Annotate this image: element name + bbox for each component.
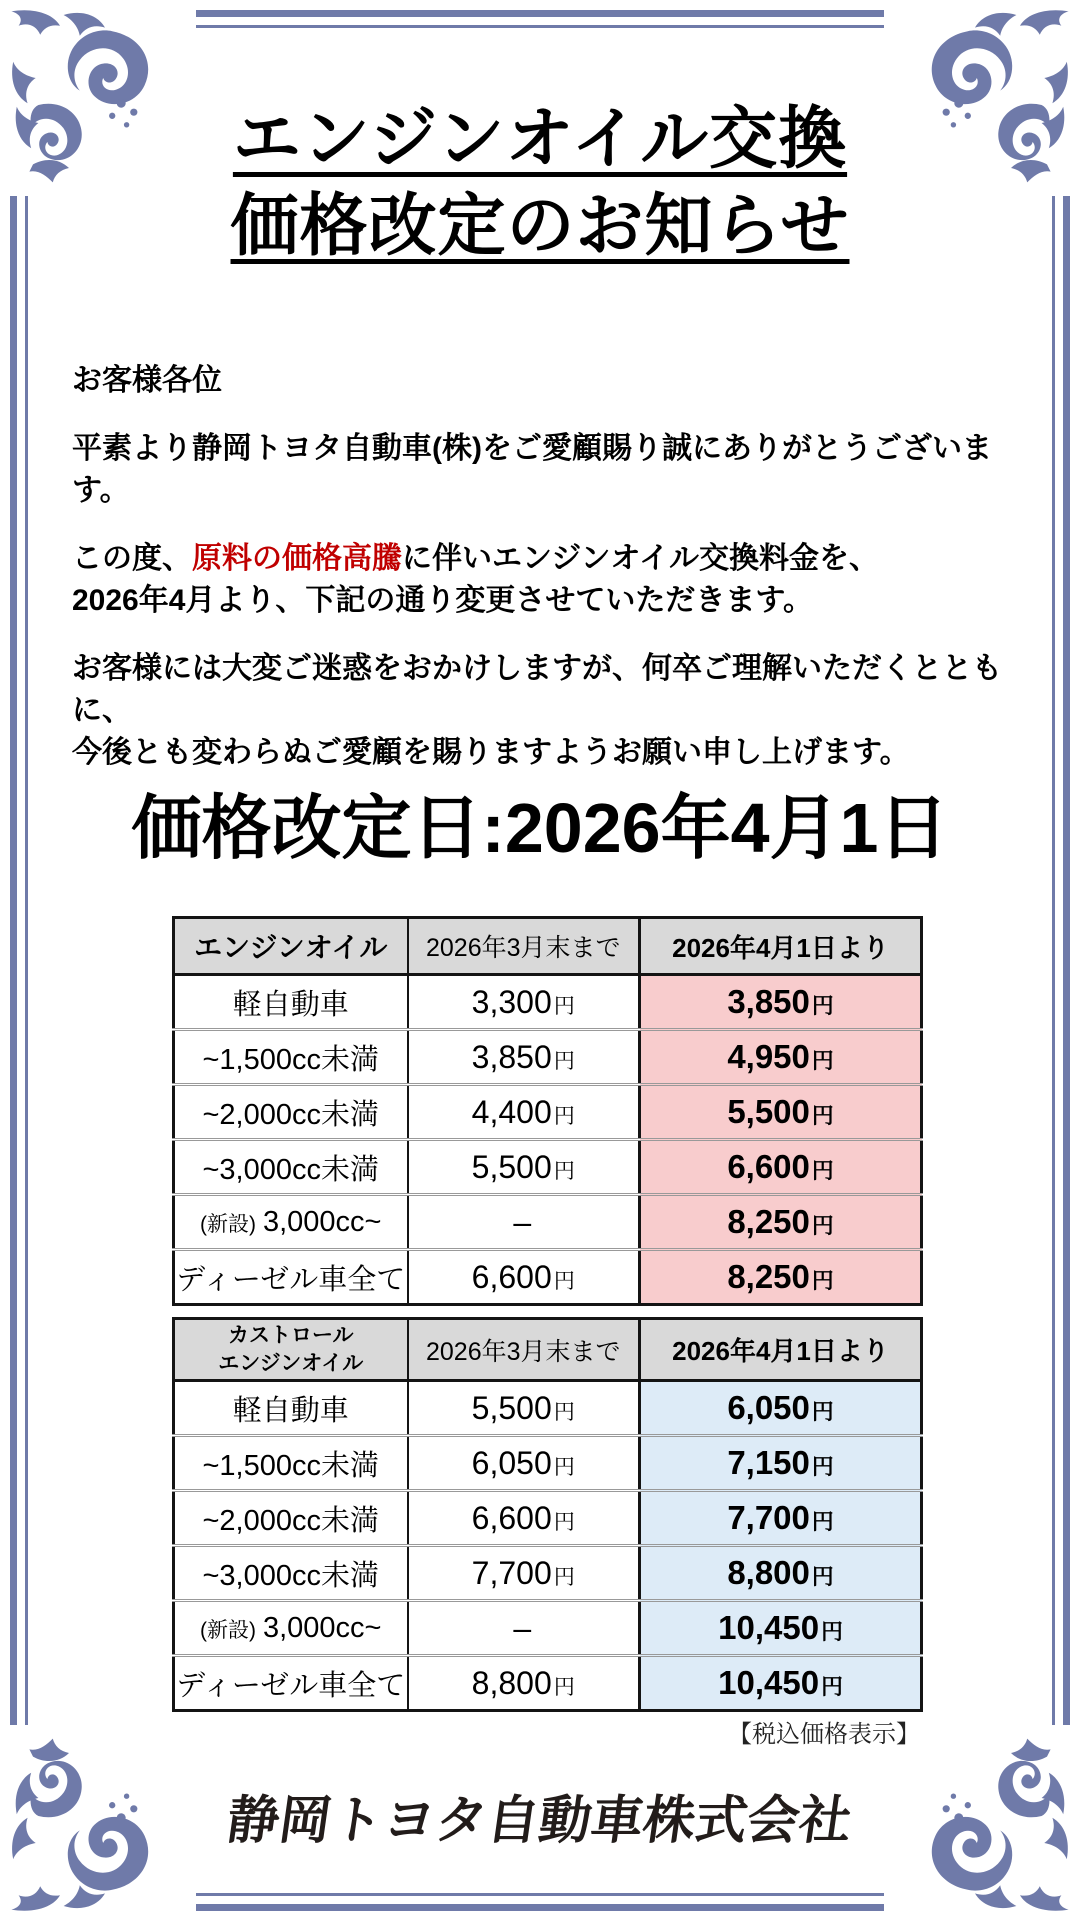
old-price-column-header: 2026年3月末まで <box>408 1319 640 1381</box>
price-unit: 円 <box>553 994 575 1018</box>
revision-date-heading: 価格改定日:2026年4月1日 <box>131 789 949 867</box>
row-label-prefix: (新設) <box>199 1618 256 1642</box>
price-unit: 円 <box>553 1510 575 1534</box>
table-header-row <box>174 1319 922 1381</box>
old-price: 3,300 <box>471 983 552 1020</box>
old-price: 8,800 <box>471 1664 552 1701</box>
table-row <box>174 1381 922 1436</box>
old-price: 6,050 <box>471 1444 552 1481</box>
table-row <box>174 975 922 1030</box>
price-unit: 円 <box>553 1400 575 1424</box>
price-unit: 円 <box>821 1674 843 1699</box>
table-row <box>174 1601 922 1656</box>
table-title-cell: カストロール エンジンオイル <box>174 1319 408 1381</box>
new-price: 8,800 <box>727 1554 810 1591</box>
price-unit: 円 <box>811 1048 834 1073</box>
old-price: 4,400 <box>471 1093 552 1130</box>
row-label: ~3,000cc未満 <box>202 1559 379 1592</box>
price-unit: 円 <box>811 1564 834 1589</box>
title-line-2: 価格改定のお知らせ <box>230 188 850 265</box>
new-price: 8,250 <box>727 1203 810 1240</box>
table-row <box>174 1546 922 1601</box>
old-price: 6,600 <box>471 1499 552 1536</box>
row-label: ディーゼル車全て <box>176 1263 406 1296</box>
paragraph-reason: この度、原料の価格高騰に伴いエンジンオイル交換料金を、 2026年4月より、下記の通り変更させていただきます。 <box>72 542 879 617</box>
new-price: 7,150 <box>727 1444 810 1481</box>
table-row <box>174 1030 922 1085</box>
price-unit: 円 <box>553 1159 575 1183</box>
row-label: ディーゼル車全て <box>176 1669 406 1702</box>
table-row <box>174 1250 922 1305</box>
price-unit: 円 <box>811 1158 834 1183</box>
price-unit: 円 <box>811 1509 834 1534</box>
engine-oil-price-table <box>172 916 923 1306</box>
new-price: 7,700 <box>727 1499 810 1536</box>
price-unit: 円 <box>811 1213 834 1238</box>
row-label: 軽自動車 <box>232 988 349 1021</box>
new-price: 3,850 <box>727 983 810 1020</box>
old-price: 7,700 <box>471 1554 552 1591</box>
company-name: 静岡トヨタ自動車株式会社 <box>223 1792 856 1850</box>
tax-included-note: 【税込価格表示】 <box>728 1721 920 1748</box>
table-title-cell: エンジンオイル <box>174 918 408 975</box>
new-price: 6,050 <box>727 1389 810 1426</box>
price-unit: 円 <box>811 1399 834 1424</box>
old-price-column-header: 2026年3月末まで <box>408 918 640 975</box>
paragraph-apology: お客様には大変ご迷惑をおかけしますが、何卒ご理解いただくとともに、 今後とも変わらぬご愛顧を賜りますようお願い申し上げます。 <box>72 652 1002 769</box>
new-price-column-header: 2026年4月1日より <box>640 1319 922 1381</box>
row-label: ~2,000cc未満 <box>202 1504 379 1537</box>
table-row <box>174 1436 922 1491</box>
old-price: 5,500 <box>471 1389 552 1426</box>
table-row <box>174 1195 922 1250</box>
new-price-column-header: 2026年4月1日より <box>640 918 922 975</box>
table-row <box>174 1656 922 1711</box>
row-label: 3,000cc~ <box>262 1611 382 1644</box>
body-text <box>72 360 1034 800</box>
old-price: 5,500 <box>471 1148 552 1185</box>
price-unit: 円 <box>553 1565 575 1589</box>
old-price: – <box>513 1609 532 1646</box>
castrol-oil-price-table <box>172 1317 923 1712</box>
paragraph-thanks: 平素より静岡トヨタ自動車(株)をご愛顧賜り誠にありがとうございます。 <box>72 432 992 507</box>
price-unit: 円 <box>811 1454 834 1479</box>
table-header-row <box>174 918 922 975</box>
row-label-prefix: (新設) <box>199 1212 256 1236</box>
price-unit: 円 <box>821 1619 843 1644</box>
title-line-1: エンジンオイル交換 <box>232 101 848 177</box>
price-unit: 円 <box>553 1269 575 1293</box>
page-title <box>0 96 1080 270</box>
price-unit: 円 <box>811 993 834 1018</box>
table-row <box>174 1085 922 1140</box>
price-unit: 円 <box>553 1675 575 1699</box>
row-label: ~3,000cc未満 <box>202 1153 379 1186</box>
row-label: 軽自動車 <box>232 1394 349 1427</box>
price-unit: 円 <box>553 1049 575 1073</box>
old-price: 3,850 <box>471 1038 552 1075</box>
new-price: 6,600 <box>727 1148 810 1185</box>
row-label: ~2,000cc未満 <box>202 1098 379 1131</box>
new-price: 10,450 <box>718 1664 820 1701</box>
price-unit: 円 <box>553 1455 575 1479</box>
new-price: 4,950 <box>727 1038 810 1075</box>
old-price: – <box>513 1203 532 1240</box>
row-label: 3,000cc~ <box>262 1205 382 1238</box>
new-price: 5,500 <box>727 1093 810 1130</box>
new-price: 10,450 <box>718 1609 820 1646</box>
price-unit: 円 <box>811 1268 834 1293</box>
price-unit: 円 <box>811 1103 834 1128</box>
row-label: ~1,500cc未満 <box>202 1043 379 1076</box>
table-row <box>174 1491 922 1546</box>
row-label: ~1,500cc未満 <box>202 1449 379 1482</box>
greeting: お客様各位 <box>72 364 222 397</box>
table-row <box>174 1140 922 1195</box>
new-price: 8,250 <box>727 1258 810 1295</box>
price-unit: 円 <box>553 1104 575 1128</box>
emphasis-red-text: 原料の価格高騰 <box>192 542 402 575</box>
old-price: 6,600 <box>471 1258 552 1295</box>
